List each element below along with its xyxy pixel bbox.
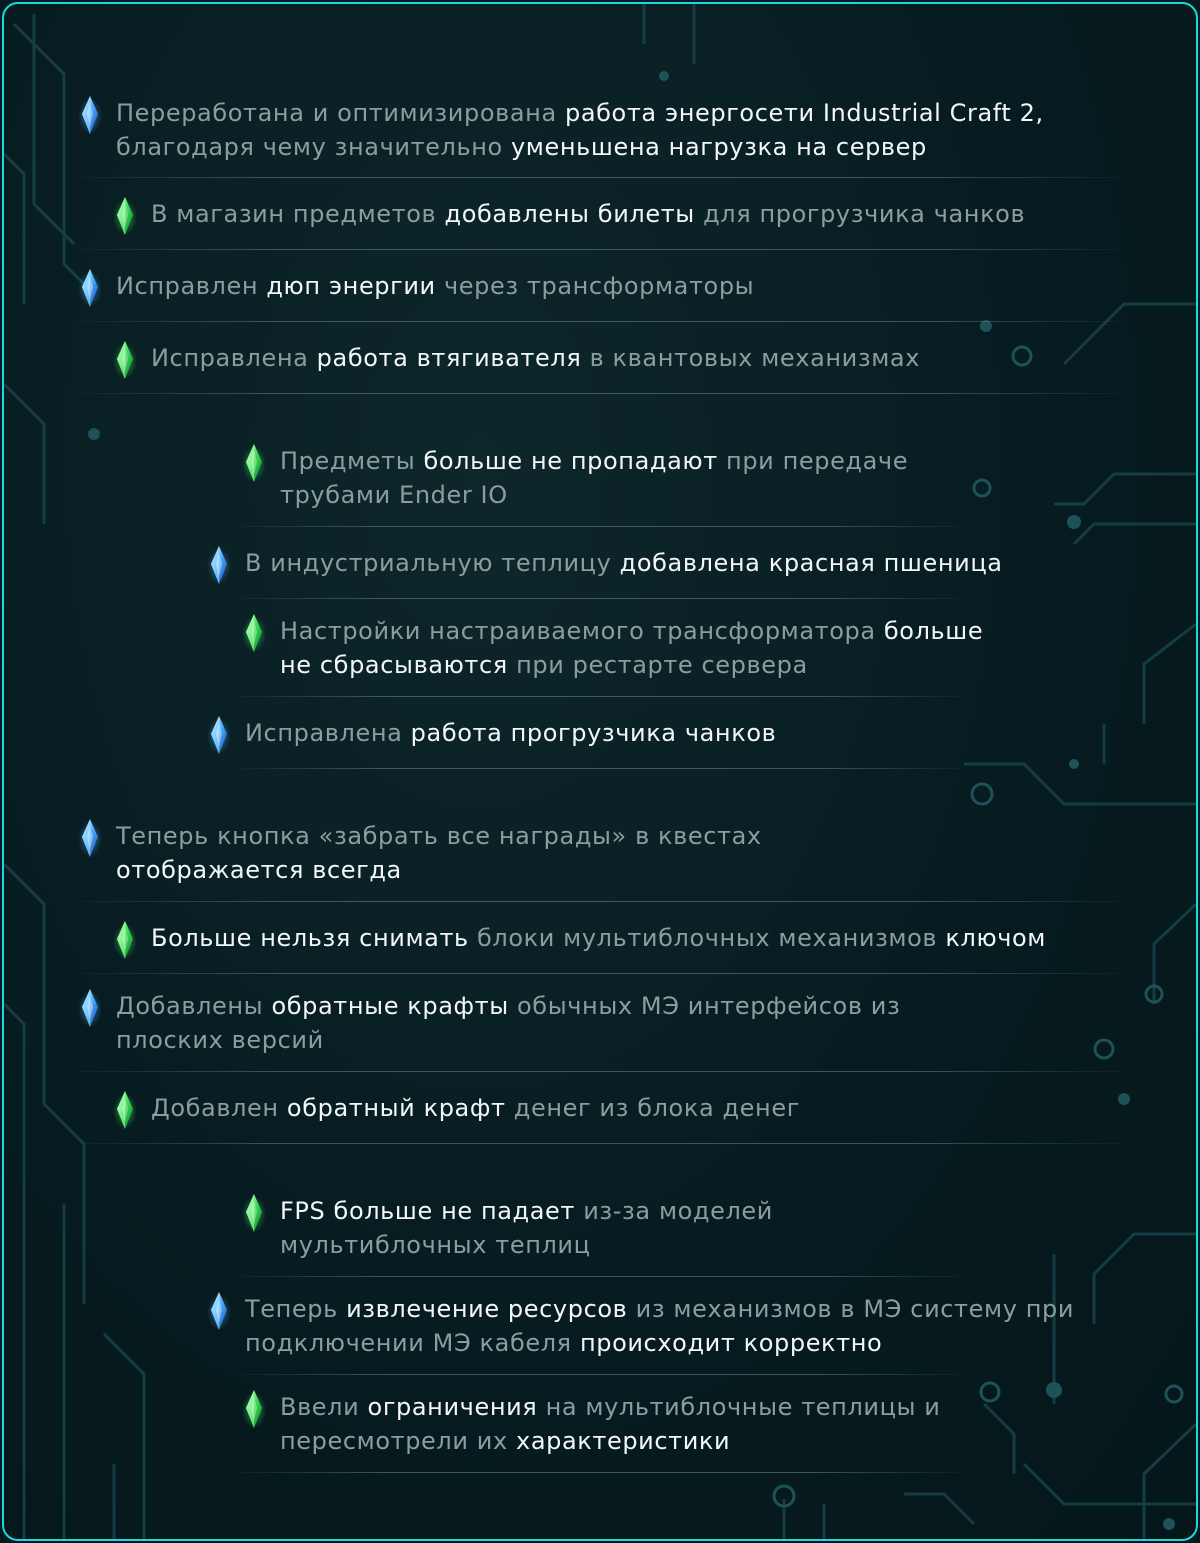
highlight-text: больше не сбрасываются bbox=[280, 617, 984, 679]
changelog-item-text bbox=[116, 989, 956, 1057]
blue-crystal-icon bbox=[78, 987, 102, 1029]
green-crystal-icon bbox=[113, 919, 137, 961]
regular-text: Исправлена bbox=[245, 719, 411, 747]
regular-text: Теперь bbox=[245, 1295, 347, 1323]
green-crystal-icon bbox=[113, 339, 137, 381]
blue-crystal-icon bbox=[78, 267, 102, 309]
regular-text: Переработана и оптимизирована bbox=[116, 99, 565, 127]
changelog-item-text bbox=[280, 614, 1020, 682]
highlight-text: добавлена красная пшеница bbox=[619, 549, 1003, 577]
divider bbox=[80, 901, 1120, 902]
divider bbox=[240, 696, 960, 697]
divider bbox=[240, 1472, 960, 1473]
highlight-text: отображается всегда bbox=[116, 856, 402, 884]
changelog-item-text bbox=[151, 1091, 1131, 1125]
divider bbox=[240, 768, 960, 769]
highlight-text: обратный крафт bbox=[286, 1094, 506, 1122]
divider bbox=[80, 321, 1120, 322]
regular-text: Исправлен bbox=[116, 272, 267, 300]
divider bbox=[80, 249, 1120, 250]
blue-crystal-icon bbox=[207, 714, 231, 756]
changelog-item-text bbox=[116, 819, 816, 887]
blue-crystal-icon bbox=[207, 1290, 231, 1332]
regular-text: для прогрузчика чанков bbox=[694, 200, 1026, 228]
green-crystal-icon bbox=[242, 442, 266, 484]
highlight-text: дюп энергии bbox=[266, 272, 436, 300]
regular-text: Предметы bbox=[280, 447, 424, 475]
divider bbox=[80, 973, 1120, 974]
divider bbox=[240, 526, 960, 527]
regular-text: при рестарте сервера bbox=[507, 651, 808, 679]
changelog-item-text bbox=[245, 1292, 1085, 1360]
highlight-text: работа прогрузчика чанков bbox=[410, 719, 777, 747]
highlight-text: больше не пропадают bbox=[423, 447, 718, 475]
blue-crystal-icon bbox=[78, 817, 102, 859]
divider bbox=[240, 1374, 960, 1375]
highlight-text: обратные крафты bbox=[271, 992, 509, 1020]
divider bbox=[240, 1276, 960, 1277]
regular-text: через трансформаторы bbox=[435, 272, 755, 300]
regular-text: Теперь кнопка «забрать все награды» в квестах bbox=[116, 822, 762, 850]
highlight-text: извлечение ресурсов bbox=[346, 1295, 628, 1323]
blue-crystal-icon bbox=[207, 544, 231, 586]
highlight-text: Больше нельзя снимать bbox=[151, 924, 469, 952]
changelog-item-text bbox=[151, 197, 1131, 231]
green-crystal-icon bbox=[242, 1192, 266, 1234]
regular-text: В магазин предметов bbox=[151, 200, 445, 228]
changelog-item-text bbox=[151, 921, 1161, 955]
regular-text: из механизмов в МЭ систему при подключении МЭ кабеля bbox=[245, 1295, 1075, 1357]
changelog-item-text bbox=[116, 96, 1126, 164]
regular-text: Настройки настраиваемого трансформатора bbox=[280, 617, 884, 645]
green-crystal-icon bbox=[242, 1388, 266, 1430]
green-crystal-icon bbox=[113, 1089, 137, 1131]
divider bbox=[80, 393, 1120, 394]
regular-text: В индустриальную теплицу bbox=[245, 549, 620, 577]
changelog-item-text bbox=[245, 716, 1115, 750]
highlight-text: работа энергосети Industrial Craft 2, bbox=[565, 99, 1044, 127]
divider bbox=[80, 1143, 1120, 1144]
highlight-text: характеристики bbox=[516, 1427, 731, 1455]
regular-text: из-за моделей мультиблочных теплиц bbox=[280, 1197, 773, 1259]
regular-text: Ввели bbox=[280, 1393, 368, 1421]
changelog-item-text bbox=[245, 546, 1115, 580]
blue-crystal-icon bbox=[78, 94, 102, 136]
highlight-text: ограничения bbox=[367, 1393, 538, 1421]
regular-text: благодаря чему значительно bbox=[116, 133, 511, 161]
highlight-text: добавлены билеты bbox=[444, 200, 695, 228]
regular-text: на мультиблочные теплицы и пересмотрели их bbox=[280, 1393, 941, 1455]
divider bbox=[240, 598, 960, 599]
regular-text: Добавлен bbox=[151, 1094, 287, 1122]
highlight-text: уменьшена нагрузка на сервер bbox=[511, 133, 927, 161]
changelog-item-text bbox=[280, 1390, 1000, 1458]
regular-text: блоки мультиблочных механизмов bbox=[468, 924, 946, 952]
regular-text: обычных МЭ интерфейсов из плоских версий bbox=[116, 992, 901, 1054]
changelog-item-text bbox=[280, 444, 980, 512]
changelog-item-text bbox=[280, 1194, 840, 1262]
changelog-item-text bbox=[151, 341, 1131, 375]
highlight-text: FPS больше не падает bbox=[280, 1197, 575, 1225]
regular-text: Исправлена bbox=[151, 344, 317, 372]
changelog-item-text bbox=[116, 269, 1126, 303]
highlight-text: происходит корректно bbox=[579, 1329, 883, 1357]
highlight-text: работа втягивателя bbox=[316, 344, 582, 372]
divider bbox=[80, 177, 1120, 178]
divider bbox=[80, 1071, 1120, 1072]
green-crystal-icon bbox=[242, 612, 266, 654]
highlight-text: ключом bbox=[945, 924, 1047, 952]
regular-text: в квантовых механизмах bbox=[581, 344, 921, 372]
green-crystal-icon bbox=[113, 195, 137, 237]
regular-text: денег из блока денег bbox=[505, 1094, 800, 1122]
regular-text: Добавлены bbox=[116, 992, 272, 1020]
regular-text: при передаче трубами Ender IO bbox=[280, 447, 909, 509]
